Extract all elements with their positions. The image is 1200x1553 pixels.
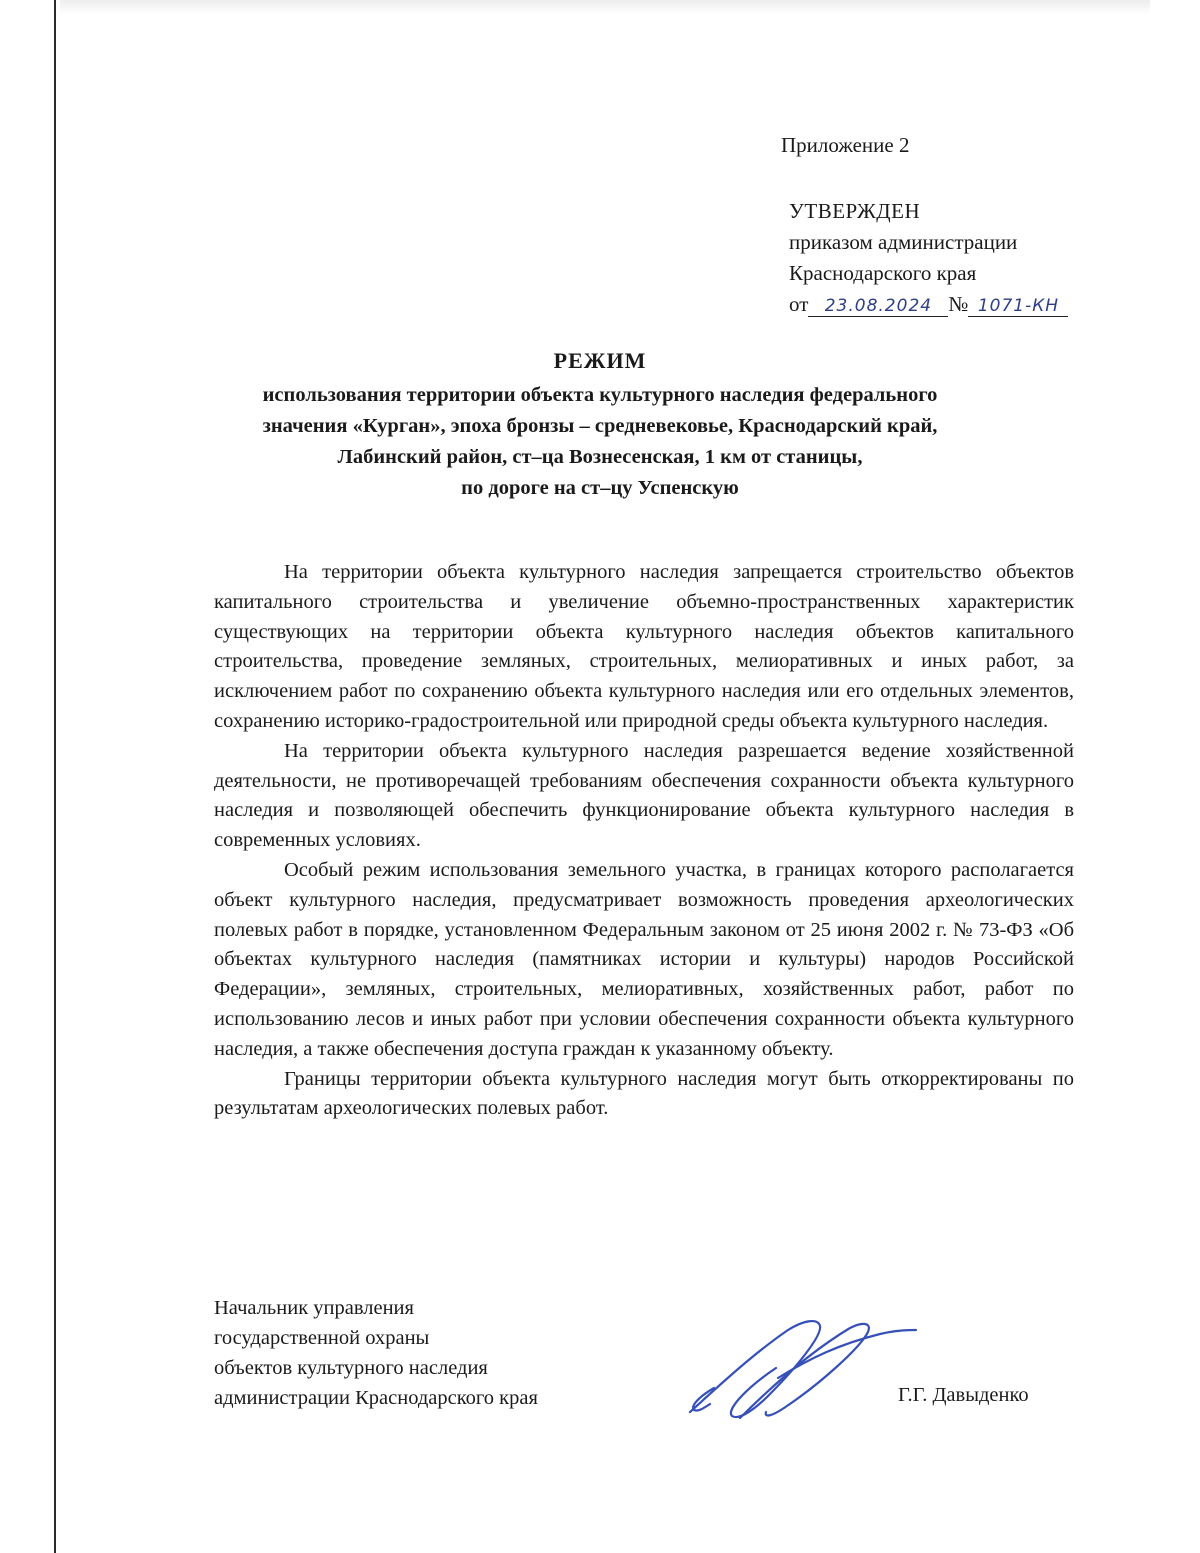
position-line-4: администрации Краснодарского края	[214, 1387, 538, 1409]
scan-top-shadow	[60, 0, 1150, 14]
order-number-handwritten: 1071-КН	[968, 296, 1068, 317]
appendix-label: Приложение 2	[781, 133, 910, 157]
scan-page-edge	[54, 0, 56, 1553]
subtitle-line-4: по дороге на ст–цу Успенскую	[461, 477, 739, 499]
document-body	[214, 558, 1074, 1124]
subtitle-line-3: Лабинский район, ст–ца Вознесенская, 1 км от станицы,	[337, 446, 863, 468]
body-paragraph-1: На территории объекта культурного наследия запрещается строительство объектов капитального строительства и увеличение объемно-пространственных характеристик существующих на территории объекта культурного наследия объектов капитального строительства, проведение земляных, строительных, мелиоративных и иных работ, за исключением работ по сохранению объекта культурного наследия или его отдельных элементов, сохранению историко-градостроительной или природной среды объекта культурного наследия.	[214, 561, 1074, 732]
order-date-number-line	[789, 289, 1068, 320]
approved-by-line-2: Краснодарского края	[789, 261, 977, 285]
number-prefix: №	[948, 292, 969, 316]
position-line-3: объектов культурного наследия	[214, 1357, 488, 1379]
signatory-name: Г.Г. Давыденко	[898, 1384, 1029, 1406]
body-paragraph-3: Особый режим использования земельного участка, в границах которого располагается объект культурного наследия, предусматривает возможность проведения археологических полевых работ в порядке, установленном Федеральным законом от 25 июня 2002 г. № 73-ФЗ «Об объектах культурного наследия (памятниках истории и культуры) народов Российской Федерации», земляных, строительных, мелиоративных, хозяйственных работ, работ по использованию лесов и иных работ при условии обеспечения сохранности объекта культурного наследия, а также обеспечения доступа граждан к указанному объекту.	[214, 858, 1074, 1060]
approval-block	[789, 196, 1068, 320]
approved-heading: УТВЕРЖДЕН	[789, 199, 921, 223]
body-paragraph-2: На территории объекта культурного наследия разрешается ведение хозяйственной деятельности, не противоречащей требованиям обеспечения сохранности объекта культурного наследия и позволяющей обеспечить функционирование объекта культурного наследия в современных условиях.	[214, 739, 1074, 852]
order-date-handwritten: 23.08.2024	[808, 296, 948, 317]
document-subtitle	[160, 380, 1040, 504]
document-title: РЕЖИМ	[553, 348, 647, 373]
signatory-position	[214, 1293, 538, 1413]
handwritten-signature	[680, 1308, 920, 1428]
signature-stroke-3	[778, 1330, 916, 1378]
approved-by-line-1: приказом администрации	[789, 230, 1018, 254]
position-line-1: Начальник управления	[214, 1297, 414, 1319]
date-prefix: от	[789, 292, 809, 316]
subtitle-line-1: использования территории объекта культурного наследия федерального	[262, 384, 938, 406]
position-line-2: государственной охраны	[214, 1327, 430, 1349]
subtitle-line-2: значения «Курган», эпоха бронзы – средневековье, Краснодарский край,	[262, 415, 938, 437]
body-paragraph-4: Границы территории объекта культурного наследия могут быть откорректированы по результатам археологических полевых работ.	[214, 1067, 1074, 1120]
